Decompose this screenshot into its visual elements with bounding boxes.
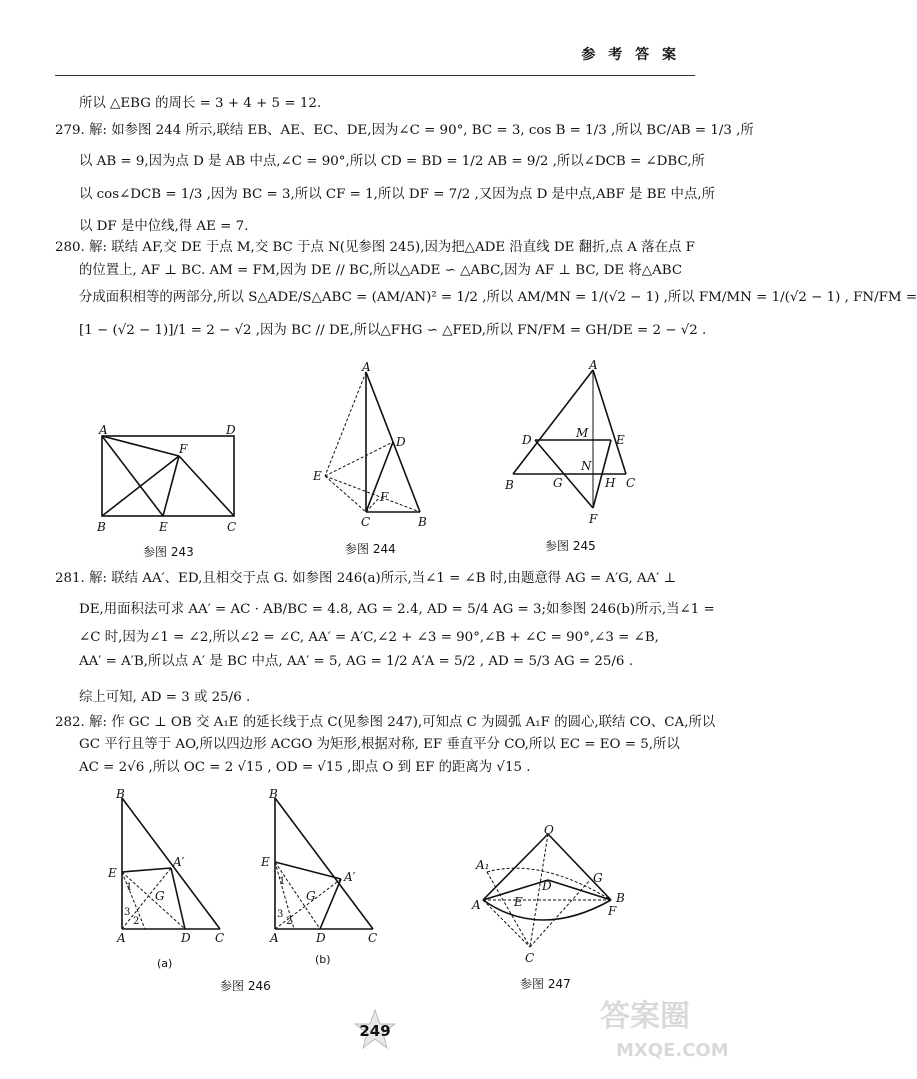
label-angle-3: 3: [277, 909, 284, 920]
label-a: A: [472, 898, 481, 912]
label-d: D: [522, 433, 532, 447]
figure-243: [95, 422, 240, 537]
text-line: 所以 △EBG 的周长 = 3 + 4 + 5 = 12.: [79, 96, 322, 111]
figure-245: [498, 360, 643, 530]
label-g: G: [593, 871, 603, 885]
text-line: 280. 解: 联结 AF,交 DE 于点 M,交 BC 于点 N(见参图 245),因为把△ADE 沿直线 DE 翻折,点 A 落在点 F: [55, 240, 695, 255]
label-a-prime: A′: [173, 855, 185, 869]
label-b: B: [97, 520, 106, 534]
text-line: GC 平行且等于 AO,所以四边形 ACGO 为矩形,根据对称, EF 垂直平分 CO,所以 EC = EO = 5,所以: [79, 737, 680, 752]
subcaption-a: (a): [157, 957, 173, 970]
label-c: C: [626, 476, 636, 490]
label-d: D: [542, 879, 552, 893]
text-line: 分成面积相等的两部分,所以 S△ADE/S△ABC = (AM/AN)² = 1/2 ,所以 AM/MN = 1/(√2 − 1) ,所以 FM/MN = 1/(√2 − 1) , FN/FM =: [79, 290, 917, 305]
figure-246a: [105, 784, 235, 944]
header-rule: [55, 75, 695, 76]
label-n: N: [581, 459, 592, 473]
label-e: E: [159, 520, 168, 534]
text-line: DE,用面积法可求 AA′ = AC · AB/BC = 4.8, AG = 2.4, AD = 5/4 AG = 3;如参图 246(b)所示,当∠1 =: [79, 602, 715, 617]
label-b: B: [505, 478, 514, 492]
label-e: E: [313, 469, 322, 483]
figure-246b: [258, 784, 388, 944]
label-b: B: [116, 787, 125, 801]
label-m: M: [576, 426, 589, 440]
label-d: D: [396, 435, 406, 449]
text-line: AA′ = A′B,所以点 A′ 是 BC 中点, AA′ = 5, AG = 1/2 A′A = 5/2 , AD = 5/3 AG = 25/6 .: [79, 654, 633, 669]
text-line: 综上可知, AD = 3 或 25/6 .: [79, 690, 251, 705]
label-h: H: [605, 476, 616, 490]
text-line: AC = 2√6 ,所以 OC = 2 √15 , OD = √15 ,即点 O 到 EF 的距离为 √15 .: [79, 760, 531, 775]
label-a: A: [362, 360, 371, 374]
label-angle-1: 1: [126, 882, 133, 893]
label-a: A: [99, 423, 108, 437]
label-e: E: [108, 866, 117, 880]
label-a1: A₁: [476, 858, 490, 872]
label-f: F: [179, 442, 188, 456]
caption-243: 参图 243: [143, 545, 194, 559]
label-g: G: [155, 889, 165, 903]
watermark-logo: 答案圈: [600, 999, 690, 1034]
watermark-url: MXQE.COM: [616, 1040, 729, 1061]
label-f: F: [608, 904, 617, 918]
label-d: D: [316, 931, 326, 945]
label-a: A: [589, 358, 598, 372]
label-e: E: [514, 895, 523, 909]
figure-244: [310, 362, 440, 532]
caption-247: 参图 247: [520, 977, 571, 991]
text-line: 以 cos∠DCB = 1/3 ,因为 BC = 3,所以 CF = 1,所以 DF = 7/2 ,又因为点 D 是中点,ABF 是 BE 中点,所: [79, 187, 715, 202]
label-angle-1: 1: [279, 876, 286, 887]
label-o: O: [544, 823, 554, 837]
text-line: 的位置上, AF ⊥ BC. AM = FM,因为 DE // BC,所以△ADE ∽ △ABC,因为 AF ⊥ BC, DE 将△ABC: [79, 263, 683, 278]
label-c: C: [368, 931, 378, 945]
label-c: C: [525, 951, 535, 965]
text-line: 以 AB = 9,因为点 D 是 AB 中点,∠C = 90°,所以 CD = BD = 1/2 AB = 9/2 ,所以∠DCB = ∠DBC,所: [79, 154, 705, 169]
label-b: B: [616, 891, 625, 905]
label-f: F: [380, 490, 389, 504]
caption-246: 参图 246: [220, 979, 271, 993]
label-angle-2: 2: [133, 916, 140, 927]
label-g: G: [306, 889, 316, 903]
label-b: B: [418, 515, 427, 529]
label-f: F: [589, 512, 598, 526]
label-d: D: [181, 931, 191, 945]
label-angle-3: 3: [124, 907, 131, 918]
page-number: 249: [359, 1022, 391, 1040]
label-g: G: [553, 476, 563, 490]
label-d: D: [226, 423, 236, 437]
text-line: 以 DF 是中位线,得 AE = 7.: [79, 219, 249, 234]
label-c: C: [361, 515, 371, 529]
text-line: 281. 解: 联结 AA′、ED,且相交于点 G. 如参图 246(a)所示,当∠1 = ∠B 时,由题意得 AG = A′G, AA′ ⊥: [55, 571, 677, 586]
label-e: E: [616, 433, 625, 447]
label-a: A: [117, 931, 126, 945]
caption-244: 参图 244: [345, 542, 396, 556]
figure-247: [470, 822, 635, 967]
label-angle-2: 2: [286, 916, 293, 927]
text-line: 279. 解: 如参图 244 所示,联结 EB、AE、EC、DE,因为∠C = 90°, BC = 3, cos B = 1/3 ,所以 BC/AB = 1/3 ,所: [55, 123, 754, 138]
text-line: ∠C 时,因为∠1 = ∠2,所以∠2 = ∠C, AA′ = A′C,∠2 + ∠3 = 90°,∠B + ∠C = 90°,∠3 = ∠B,: [79, 630, 659, 645]
text-line: 282. 解: 作 GC ⊥ OB 交 A₁E 的延长线于点 C(见参图 247),可知点 C 为圆弧 A₁F 的圆心,联结 CO、CA,所以: [55, 715, 716, 730]
label-e: E: [261, 855, 270, 869]
label-c: C: [215, 931, 225, 945]
label-c: C: [227, 520, 237, 534]
caption-245: 参图 245: [545, 539, 596, 553]
page-header: 参 考 答 案: [581, 47, 680, 63]
label-a-prime: A′: [344, 870, 356, 884]
label-b: B: [269, 787, 278, 801]
text-line: [1 − (√2 − 1)]/1 = 2 − √2 ,因为 BC // DE,所以△FHG ∽ △FED,所以 FN/FM = GH/DE = 2 − √2 .: [79, 323, 707, 338]
subcaption-b: (b): [315, 953, 331, 966]
label-a: A: [270, 931, 279, 945]
